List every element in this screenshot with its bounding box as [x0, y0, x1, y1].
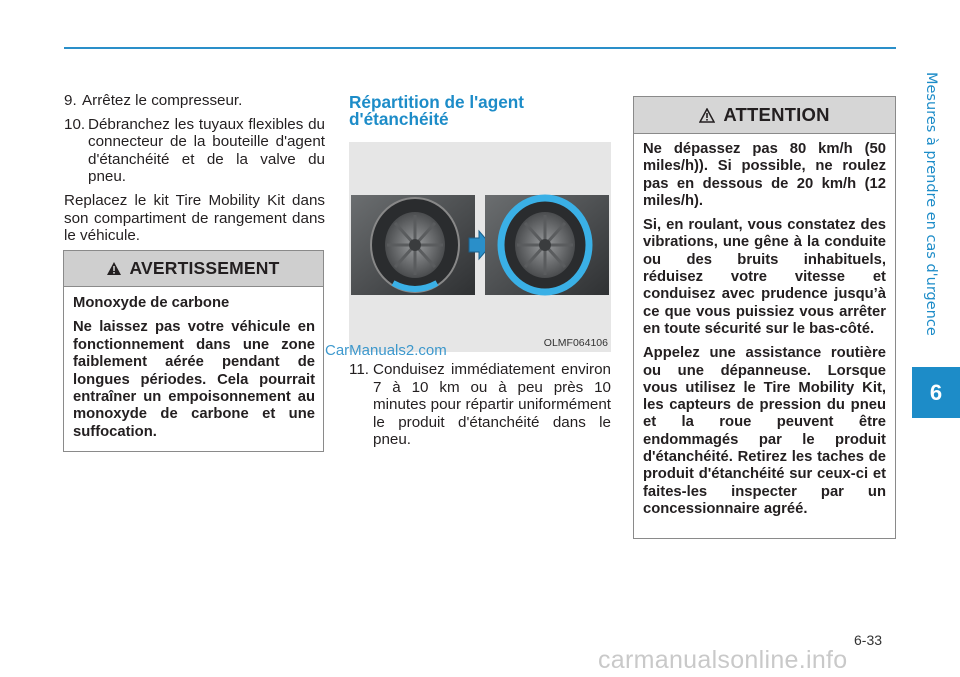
instruction-paragraph: Replacez le kit Tire Mobility Kit dans son compartiment de rangement dans le véhicule. — [64, 191, 325, 245]
warning-triangle-icon — [107, 262, 121, 275]
section-title: Mesures à prendre en cas d'urgence — [923, 72, 939, 336]
tire-before — [371, 198, 459, 292]
step-11 — [349, 361, 611, 449]
warning-header — [64, 251, 323, 287]
step-text: Débranchez les tuyaux flexibles du connecteur de la bouteille d'agent d'étanchéité et de la valve du pneu. — [88, 115, 325, 186]
step-text: Arrêtez le compresseur. — [82, 92, 243, 109]
warning-text: Ne laissez pas votre véhicule en fonctionnement dans une zone faiblement aérée pendant de longues périodes. Cela pourrait entraîner un empoisonnement au monoxyde de carbone et une suffocation. — [73, 319, 315, 440]
step-9 — [64, 92, 325, 110]
top-rule — [64, 47, 896, 49]
attention-paragraph-1: Ne dépassez pas 80 km/h (50 miles/h)). Si possible, ne roulez pas en dessous de 20 km/h (12 miles/h). — [643, 141, 886, 209]
attention-paragraph-2: Si, en roulant, vous constatez des vibrations, une gêne à la conduite ou des bruits inhabituels, réduisez votre vitesse et conduisez avec prudence jusqu’à ce que vous puissiez vous arrêter en toute sécurité sur le bas-côté. — [643, 217, 886, 337]
step-text: Conduisez immédiatement environ 7 à 10 km ou à peu près 10 minutes pour répartir uniformément le produit d'étanchéité dans le pneu. — [373, 361, 611, 449]
section-heading-line1: Répartition de l'agent — [349, 92, 525, 112]
step-number: 10. — [64, 115, 86, 133]
caution-triangle-icon — [699, 108, 715, 123]
chapter-tab[interactable]: 6 — [912, 367, 960, 418]
step-10 — [64, 116, 325, 186]
step-number: 11. — [349, 361, 369, 378]
warning-title: AVERTISSEMENT — [129, 258, 280, 278]
warning-body — [64, 287, 323, 441]
warning-box — [63, 250, 324, 452]
tire-after — [501, 198, 589, 292]
left-column — [64, 92, 325, 251]
step-number: 9. — [64, 92, 77, 109]
warning-subtitle: Monoxyde de carbone — [73, 295, 230, 311]
figure-code: OLMF064106 — [543, 337, 608, 349]
footer-site[interactable]: carmanualsonline.info — [598, 646, 848, 674]
section-heading-line2: d'étanchéité — [349, 109, 449, 129]
watermark-link[interactable]: CarManuals2.com — [325, 342, 447, 359]
tire-illustration — [349, 142, 611, 352]
page-number: 6-33 — [854, 632, 883, 648]
attention-body — [634, 134, 895, 518]
tire-sealant-figure — [349, 142, 611, 352]
attention-box — [633, 96, 896, 539]
attention-header — [634, 97, 895, 134]
attention-paragraph-3: Appelez une assistance routière ou une dépanneuse. Lorsque vous utilisez le Tire Mobility Kit, les capteurs de pression du pneu et la roue peuvent être endommagés par le produit d'étanchéité. Retirez les taches de produit d'étanchéité sur ceux-ci et faites-les inspecter par un concessionnaire agréé. — [643, 345, 886, 517]
middle-column-title — [349, 94, 611, 128]
middle-column-text — [349, 361, 611, 455]
attention-title: ATTENTION — [723, 104, 830, 125]
